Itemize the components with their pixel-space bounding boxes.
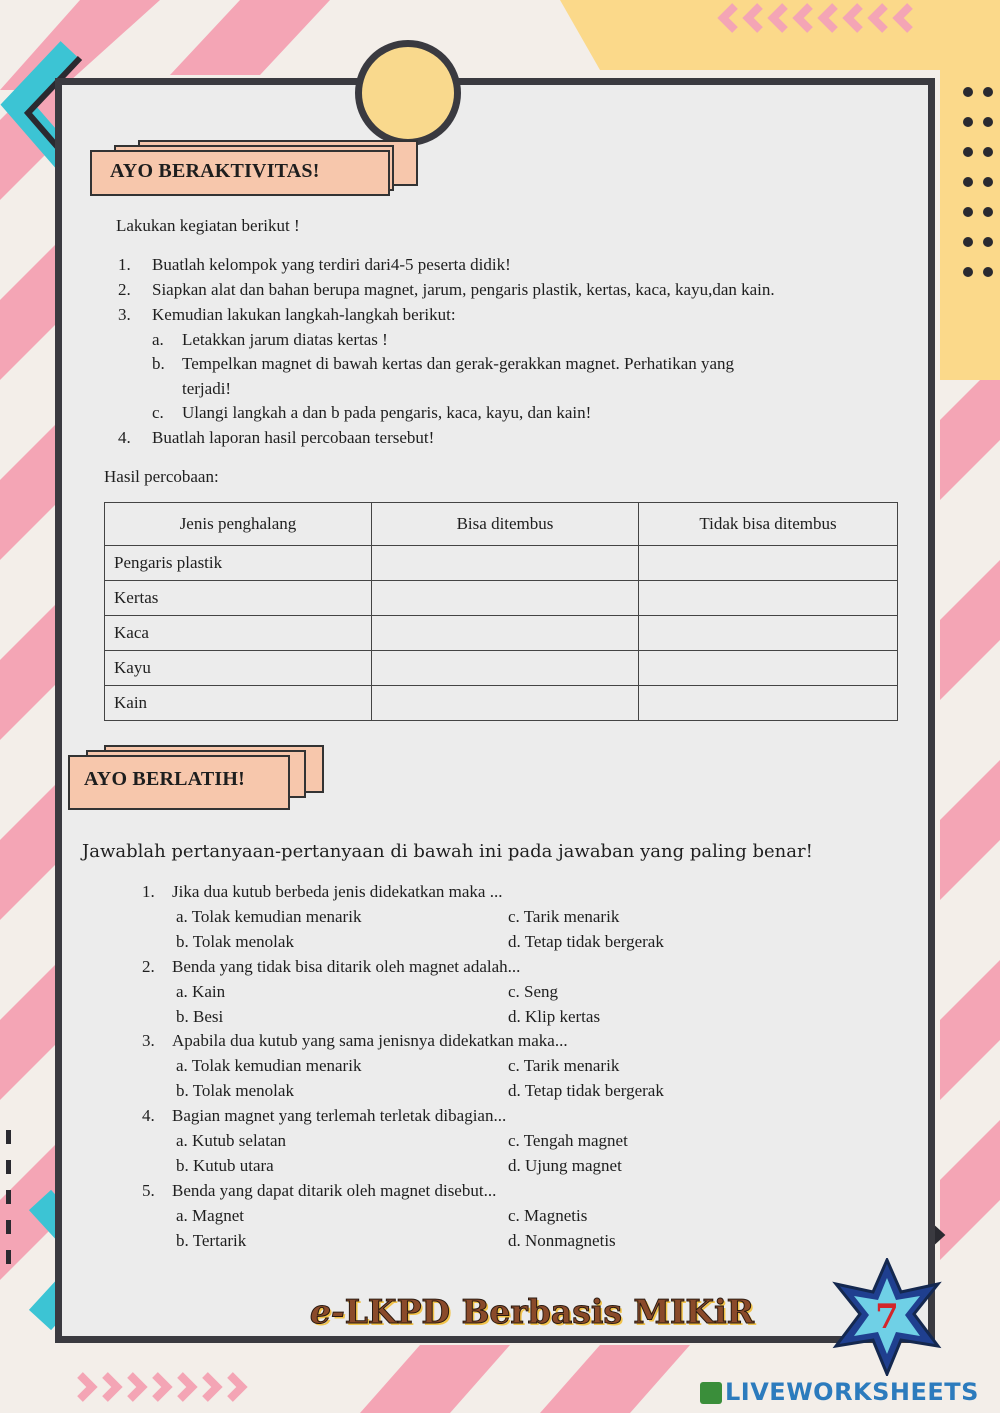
option-b[interactable]: b. Kutub utara [176, 1156, 274, 1175]
table-cell-penetrable[interactable] [372, 651, 639, 686]
question-number: 1. [142, 882, 155, 901]
option-c[interactable]: c. Seng [508, 982, 559, 1001]
watermark-text: LIVEWORKSHEETS [725, 1378, 979, 1406]
footer-e-prefix: e- [310, 1292, 345, 1331]
substep-letter: a. [152, 330, 164, 349]
step-number: 3. [118, 305, 131, 324]
step-text: Buatlah laporan hasil percobaan tersebut! [152, 428, 435, 447]
practice-title-tag [68, 745, 328, 815]
substep-text: Ulangi langkah a dan b pada pengaris, kaca, kayu, dan kain! [182, 403, 592, 422]
table-cell-not-penetrable[interactable] [639, 616, 898, 651]
liveworksheets-logo-icon [700, 1382, 722, 1404]
result-label: Hasil percobaan: [104, 467, 219, 486]
option-d[interactable]: d. Nonmagnetis [508, 1231, 616, 1250]
question-number: 3. [142, 1031, 155, 1050]
question-number: 5. [142, 1181, 155, 1200]
substep-text: Letakkan jarum diatas kertas ! [182, 330, 388, 349]
table-cell-not-penetrable[interactable] [639, 651, 898, 686]
option-c[interactable]: c. Tarik menarik [508, 1056, 620, 1075]
option-b[interactable]: b. Tolak menolak [176, 932, 294, 951]
option-d[interactable]: d. Ujung magnet [508, 1156, 622, 1175]
step-number: 4. [118, 428, 131, 447]
decorative-circle [355, 40, 461, 146]
option-a[interactable]: a. Tolak kemudian menarik [176, 1056, 362, 1075]
table-cell-not-penetrable[interactable] [639, 686, 898, 721]
option-b[interactable]: b. Tolak menolak [176, 1081, 294, 1100]
question-number: 4. [142, 1106, 155, 1125]
question-text: Bagian magnet yang terlemah terletak dibagian... [172, 1106, 507, 1125]
question-text: Benda yang dapat ditarik oleh magnet disebut... [172, 1181, 497, 1200]
table-header: Tidak bisa ditembus [639, 503, 898, 546]
table-header: Jenis penghalang [105, 503, 372, 546]
table-row [105, 546, 898, 581]
table-cell-material: Kertas [105, 581, 372, 616]
table-cell-penetrable[interactable] [372, 581, 639, 616]
table-cell-penetrable[interactable] [372, 546, 639, 581]
question-number: 2. [142, 957, 155, 976]
option-c[interactable]: c. Tarik menarik [508, 907, 620, 926]
option-b[interactable]: b. Tertarik [176, 1231, 247, 1250]
table-cell-material: Kain [105, 686, 372, 721]
option-c[interactable]: c. Tengah magnet [508, 1131, 628, 1150]
question-text: Apabila dua kutub yang sama jenisnya didekatkan maka... [172, 1031, 568, 1050]
activity-intro: Lakukan kegiatan berikut ! [116, 216, 300, 235]
page-number: 7 [875, 1297, 899, 1337]
table-row [105, 616, 898, 651]
option-d[interactable]: d. Klip kertas [508, 1007, 601, 1026]
step-number: 1. [118, 255, 131, 274]
option-b[interactable]: b. Besi [176, 1007, 224, 1026]
table-cell-penetrable[interactable] [372, 686, 639, 721]
table-cell-material: Pengaris plastik [105, 546, 372, 581]
option-a[interactable]: a. Kutub selatan [176, 1131, 286, 1150]
liveworksheets-watermark [700, 1378, 979, 1406]
footer-title-text: LKPD Berbasis MIKiR [344, 1292, 755, 1331]
step-number: 2. [118, 280, 131, 299]
table-cell-material: Kaca [105, 616, 372, 651]
page-number-star [828, 1258, 946, 1376]
step-text: Kemudian lakukan langkah-langkah berikut: [152, 305, 456, 324]
table-header-row [105, 503, 898, 546]
option-a[interactable]: a. Magnet [176, 1206, 244, 1225]
option-a[interactable]: a. Kain [176, 982, 226, 1001]
footer-title [310, 1292, 754, 1331]
practice-title: AYO BERLATIH! [84, 768, 245, 790]
substep-text-continued: terjadi! [182, 379, 232, 398]
option-c[interactable]: c. Magnetis [508, 1206, 588, 1225]
activity-title-tag [90, 140, 420, 200]
table-header: Bisa ditembus [372, 503, 639, 546]
substep-text: Tempelkan magnet di bawah kertas dan gerak-gerakkan magnet. Perhatikan yang [182, 354, 735, 373]
substep-letter: b. [152, 354, 165, 373]
option-a[interactable]: a. Tolak kemudian menarik [176, 907, 362, 926]
table-cell-not-penetrable[interactable] [639, 546, 898, 581]
step-text: Buatlah kelompok yang terdiri dari4-5 peserta didik! [152, 255, 511, 274]
question-text: Benda yang tidak bisa ditarik oleh magnet adalah... [172, 957, 521, 976]
table-row [105, 651, 898, 686]
option-d[interactable]: d. Tetap tidak bergerak [508, 1081, 664, 1100]
practice-instruction: Jawablah pertanyaan-pertanyaan di bawah ini pada jawaban yang paling benar! [82, 841, 813, 862]
step-text: Siapkan alat dan bahan berupa magnet, jarum, pengaris plastik, kertas, kaca, kayu,dan kain. [152, 280, 775, 299]
table-row [105, 686, 898, 721]
table-cell-penetrable[interactable] [372, 616, 639, 651]
result-table [104, 502, 898, 721]
option-d[interactable]: d. Tetap tidak bergerak [508, 932, 664, 951]
table-cell-not-penetrable[interactable] [639, 581, 898, 616]
activity-title: AYO BERAKTIVITAS! [110, 160, 320, 182]
substep-letter: c. [152, 403, 164, 422]
question-text: Jika dua kutub berbeda jenis didekatkan maka ... [172, 882, 503, 901]
table-row [105, 581, 898, 616]
table-cell-material: Kayu [105, 651, 372, 686]
